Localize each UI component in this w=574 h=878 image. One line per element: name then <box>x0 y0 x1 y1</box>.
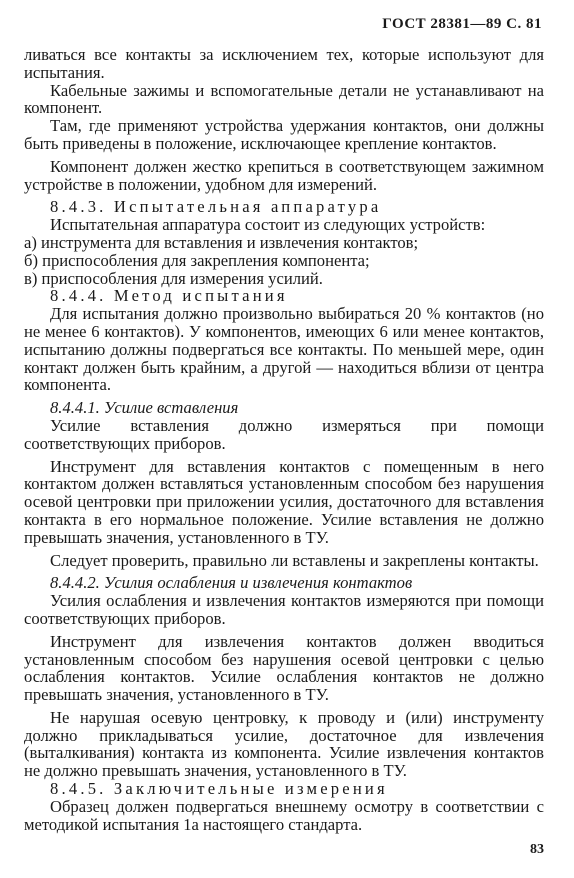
subsection-heading: 8.4.4.1. Усилие вставления <box>50 398 239 418</box>
list-item: б) приспособления для закрепления компонента; <box>24 250 370 270</box>
list-item: в) приспособления для измерения усилий. <box>24 268 323 288</box>
paragraph: Усилие вставления должно измеряться при помощи соответствующих приборов. <box>24 415 544 453</box>
section-heading: 8.4.3. Испытательная аппаратура <box>50 197 382 217</box>
page-number: 83 <box>530 842 544 857</box>
section-heading: 8.4.4. Метод испытания <box>50 286 288 306</box>
paragraph: Образец должен подвергаться внешнему осмотру в соответствии с методикой испытания 1а настоящего стандарта. <box>24 796 544 834</box>
paragraph: Кабельные зажимы и вспомогательные детали не устанавливают на компонент. <box>24 80 544 118</box>
paragraph: Следует проверить, правильно ли вставлены и закреплены контакты. <box>50 550 539 570</box>
paragraph: Усилия ослабления и извлечения контактов измеряются при помощи соответствующих приборов. <box>24 591 544 628</box>
paragraph: ливаться все контакты за исключением тех, которые используют для испытания. <box>24 45 544 82</box>
list-item: а) инструмента для вставления и извлечения контактов; <box>24 232 419 252</box>
paragraph: Там, где применяют устройства удержания контактов, они должны быть приведены в положение, исключающее крепление контактов. <box>24 116 544 153</box>
paragraph: Для испытания должно произвольно выбираться 20 % контактов (но не менее 6 контактов). У компонентов, имеющих 6 или менее контактов, испытанию должны подвергаться все контакты. По меньшей мере, один контакт должен быть крайним, а другой — находиться вблизи от центра компонента. <box>24 304 544 395</box>
paragraph: Компонент должен жестко крепиться в соответствующем зажимном устройстве в положении, удобном для измерений. <box>24 156 544 194</box>
paragraph: Инструмент для извлечения контактов должен вводиться установленным способом без нарушения осевой центровки с целью ослабления контактов. Усилие ослабления контактов не должно превышать значения, установленного в ТУ. <box>24 631 544 705</box>
page-header: ГОСТ 28381—89 С. 81 <box>382 16 542 32</box>
document-body <box>24 46 544 833</box>
paragraph: Не нарушая осевую центровку, к проводу и (или) инструменту должно прикладываться усилие, достаточное для извлечения (выталкивания) контакта из компонента. Усилие извлечения контактов не должно превышать значения, установленного в ТУ. <box>24 707 544 781</box>
paragraph: Испытательная аппаратура состоит из следующих устройств: <box>50 215 486 235</box>
subsection-heading: 8.4.4.2. Усилия ослабления и извлечения контактов <box>50 573 413 593</box>
paragraph: Инструмент для вставления контактов с помещенным в него контактом должен вставляться установленным способом без нарушения осевой центровки при приложении усилия, достаточного для вставления контакта в его нормальное положение. Усилие вставления не должно превышать значения, установленного в ТУ. <box>24 456 544 547</box>
section-heading: 8.4.5. Заключительные измерения <box>50 779 388 799</box>
